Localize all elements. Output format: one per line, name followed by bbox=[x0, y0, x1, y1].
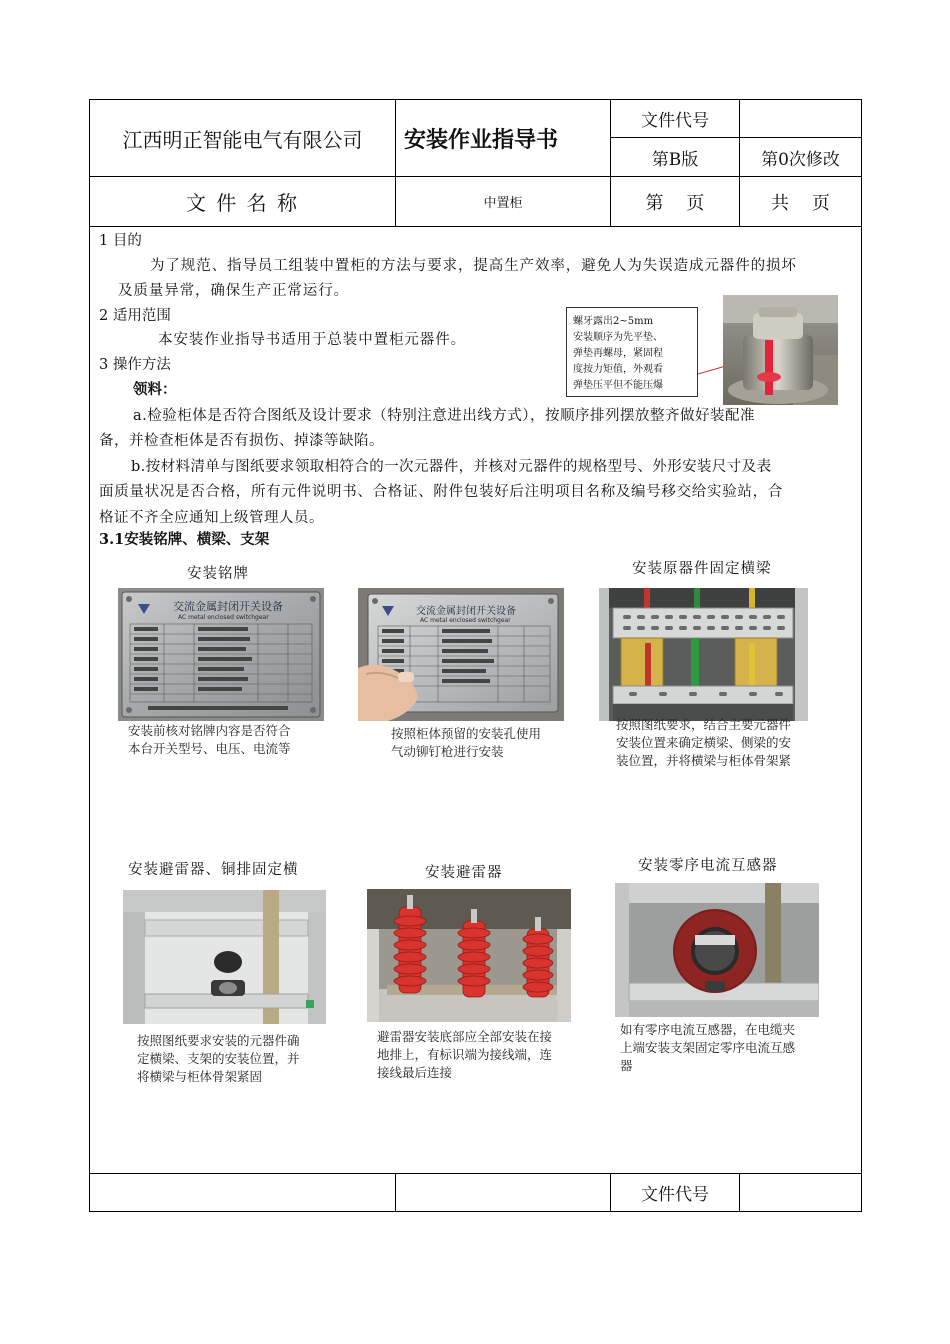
step-b-text-end: 格证不齐全应通知上级管理人员。 bbox=[99, 510, 324, 526]
crossbeam-photo bbox=[599, 588, 808, 721]
callout-line: 弹垫再螺母，紧固程 bbox=[573, 348, 663, 359]
caption-line: 器 bbox=[620, 1058, 633, 1073]
nameplate-subtitle: AC metal enclosed switchgear bbox=[178, 614, 269, 621]
surge-arrester-photo bbox=[367, 889, 571, 1022]
photo-4-title: 安装避雷器、铜排固定横 bbox=[128, 862, 299, 878]
caption-line: 安装位置来确定横梁、侧梁的安 bbox=[616, 735, 792, 750]
nameplate-title: 交流金属封闭开关设备 bbox=[173, 600, 283, 613]
caption-line: 如有零序电流互感器，在电缆夹 bbox=[620, 1022, 796, 1037]
caption-line: 按照柜体预留的安装孔使用 bbox=[391, 726, 542, 741]
photo-3-title: 安装原器件固定横梁 bbox=[632, 561, 772, 577]
section-1-text-cont: 及质量异常，确保生产正常运行。 bbox=[118, 283, 349, 299]
photo-1-title: 安装铭牌 bbox=[187, 566, 249, 582]
section-2-text: 本安装作业指导书适用于总装中置柜元器件。 bbox=[158, 332, 466, 348]
section-3-title: 3 操作方法 bbox=[99, 357, 171, 373]
section-3-1-title: 3.1安装铭牌、横梁、支架 bbox=[99, 531, 270, 548]
cable-bracket-photo bbox=[123, 890, 326, 1024]
file-name-value: 中置柜 bbox=[483, 196, 523, 211]
file-name-label: 文 件 名 称 bbox=[185, 191, 300, 215]
photo-2-caption bbox=[391, 725, 541, 761]
photo-4-caption bbox=[137, 1032, 300, 1086]
section-1-title: 1 目的 bbox=[99, 233, 142, 249]
version-label: 第B版 bbox=[651, 149, 699, 170]
step-a-text: a.检验柜体是否符合图纸及设计要求（特别注意进出线方式），按顺序排列摆放整齐做好装配准 bbox=[133, 408, 756, 424]
caption-line: 上端安装支架固定零序电流互感 bbox=[620, 1040, 796, 1055]
section-2-title: 2 适用范围 bbox=[99, 308, 171, 324]
callout-line: 度按力矩值，外观看 bbox=[573, 364, 663, 375]
callout-line: 安装顺序为先平垫、 bbox=[573, 332, 663, 343]
photo-5-title: 安装避雷器 bbox=[425, 865, 503, 881]
photo-6-title: 安装零序电流互感器 bbox=[638, 858, 778, 874]
caption-line: 接线最后连接 bbox=[377, 1065, 453, 1080]
page-number-label: 第 页 bbox=[645, 192, 705, 214]
step-b-text-cont: 面质量状况是否合格，所有元件说明书、合格证、附件包装好后注明项目名称及编号移交给实验站，合 bbox=[99, 484, 783, 500]
caption-line: 安装前核对铭牌内容是否符合 bbox=[128, 723, 291, 738]
photo-5-caption bbox=[377, 1028, 552, 1082]
nameplate-subtitle: AC metal enclosed switchgear bbox=[420, 617, 511, 624]
photo-3-caption bbox=[616, 716, 791, 770]
section-1-text: 为了规范、指导员工组装中置柜的方法与要求，提高生产效率，避免人为失误造成元器件的损坏 bbox=[150, 258, 797, 274]
material-subheading: 领料： bbox=[133, 381, 177, 398]
caption-line: 按照图纸要求，结合主要元器件 bbox=[616, 717, 792, 732]
nameplate-photo-2 bbox=[358, 588, 564, 721]
caption-line: 避雷器安装底部应全部安装在接 bbox=[377, 1029, 553, 1044]
footer-doc-code-label: 文件代号 bbox=[641, 1185, 709, 1205]
bolt-photo bbox=[723, 295, 838, 405]
photo-1-caption bbox=[128, 722, 291, 758]
current-transformer-photo bbox=[615, 883, 819, 1017]
callout-line: 弹垫压平但不能压爆 bbox=[573, 380, 663, 391]
company-name: 江西明正智能电气有限公司 bbox=[122, 127, 363, 152]
caption-line: 按照图纸要求安装的元器件确 bbox=[137, 1033, 300, 1048]
caption-line: 本台开关型号、电压、电流等 bbox=[128, 741, 291, 756]
revision-label: 第0次修改 bbox=[761, 149, 840, 170]
step-a-text-cont: 备，并检查柜体是否有损伤、掉漆等缺陷。 bbox=[99, 433, 384, 449]
step-b-text: b.按材料清单与图纸要求领取相符合的一次元器件，并核对元器件的规格型号、外形安装尺寸及表 bbox=[131, 459, 772, 475]
caption-line: 地排上，有标识端为接线端，连 bbox=[377, 1047, 553, 1062]
doc-code-label: 文件代号 bbox=[641, 111, 709, 131]
caption-line: 装位置，并将横梁与柜体骨架紧 bbox=[616, 753, 792, 768]
caption-line: 气动铆钉枪进行安装 bbox=[391, 744, 504, 759]
total-pages-label: 共 页 bbox=[771, 192, 830, 214]
nameplate-title: 交流金属封闭开关设备 bbox=[416, 606, 516, 617]
nameplate-photo-1 bbox=[118, 588, 324, 721]
caption-line: 将横梁与柜体骨架紧固 bbox=[137, 1069, 263, 1084]
caption-line: 定横梁、支架的安装位置，并 bbox=[137, 1051, 300, 1066]
photo-6-caption bbox=[620, 1021, 795, 1075]
doc-type-title: 安装作业指导书 bbox=[404, 126, 559, 153]
callout-line: 螺牙露出2~5mm bbox=[573, 316, 654, 327]
torque-callout bbox=[566, 307, 698, 397]
